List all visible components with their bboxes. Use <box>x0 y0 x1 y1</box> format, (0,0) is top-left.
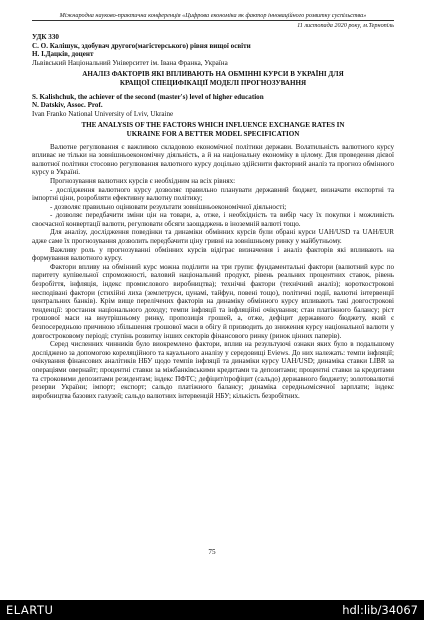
ua-title-line-1: АНАЛІЗ ФАКТОРІВ ЯКІ ВПЛИВАЮТЬ НА ОБМІННІ КУРСИ В УКРАЇНІ ДЛЯ <box>82 70 344 79</box>
en-author-1: S. Kalishchuk, the achiever of the second (master's) level of higher education <box>32 92 264 101</box>
en-title-line-2: UKRAINE FOR A BETTER MODEL SPECIFICATION <box>126 129 300 138</box>
page-number: 75 <box>208 548 216 556</box>
page-content <box>32 12 394 400</box>
ua-title <box>32 70 394 87</box>
en-title <box>32 121 394 138</box>
handle-id: hdl:lib/34067 <box>342 603 418 617</box>
body-paragraph-6: Серед численних чинників було виокремлено фактори, вплив на результуючі ознаки яких було в подальшому досліджено за допомогою кореляційного та кауального аналізу у середовищі Eviews. До них належать: темпи інфляції; очікування фінансових аналітиків НБУ щодо темпів інфляції та динаміки курсу UAH/USD; динаміка ставки LIBR за операціями овернайт; процентні ставки за міжбанківськими кредитами та депозитами; процентні ставки за кредитами та строковими депозитами резидентам; індекс ПФТС; дефіцит/профіцит (сальдо) державного бюджету; золотовалютні резерви України; імпорт; експорт; сальдо платіжного балансу; динаміка середньомісячної зарплати; індекс виробництва базових галузей; сальдо валютних інтервенцій НБУ; кількість безробітних. <box>32 340 394 400</box>
ua-title-line-2: КРАЩОЇ СПЕЦИФІКАЦІЇ МОДЕЛІ ПРОГНОЗУВАННЯ <box>119 78 307 87</box>
running-header-conference: Міжнародна науково-практична конференція «Цифрова економіка як фактор інноваційного розвитку суспільства» <box>59 12 367 19</box>
body-paragraph-4: Важливу роль у прогнозуванні обмінних курсів відіграє визначення і аналіз факторів які впливають на формування валютного курсу. <box>32 245 394 263</box>
ua-meta <box>32 33 394 67</box>
repository-bar <box>0 600 424 620</box>
list-item-2: - дозволяє правильно оцінювати результати зовнішньоекономічної діяльності; <box>50 202 287 211</box>
list-item-1: - дослідження валютного курсу дозволяє правильно планувати державний бюджет, визначати експортні та імпортні ціни, розробляти ефективну валютну політику; <box>32 185 394 203</box>
en-title-line-1: THE ANALYSIS OF THE FACTORS WHICH INFLUENCE EXCHANGE RATES IN <box>81 121 345 130</box>
body-paragraph-2: Прогнозування валютних курсів є необхідним на всіх рівнях: <box>50 176 236 185</box>
en-meta <box>32 93 394 119</box>
list-item-3: - дозволяє передбачити зміни цін на товари, а, отже, і необхідність та вибір часу їх покупки і можливість своєчасної конвертації валюти, регулювати обсяги заощаджень в іноземній валюті тощо. <box>32 211 394 228</box>
repository-name: ELARTU <box>6 603 54 617</box>
header-rule <box>32 20 394 21</box>
en-university: Ivan Franko National University of Lviv, Ukraine <box>32 109 174 118</box>
udc-code: УДК 330 <box>32 33 59 41</box>
body-paragraph-3: Для аналізу, дослідження поведінки та динаміки обмінних курсів були обрані курси UAH/USD та UAH/EUR адже саме їх прогнозування дозволить передбачити ціну гривні на зовнішньому ринку у майбутньому. <box>32 228 394 246</box>
ua-author-1: С. О. Калішук, здобувач другого(магістерського) рівня вищої освіти <box>32 41 251 50</box>
en-author-2: N. Datskiv, Assoc. Prof. <box>32 101 103 110</box>
body-paragraph-1: Валютне регулювання є важливою складовою економічної політики держави. Волатильність валютного курсу впливає не тільки на зовнішньоекономічну діяльність, а й на національну економіку в цілому. Для проведення дієвої валютної політики стосовно регулювання валютного курсу доцільно здійснити факторний аналіз та прогноз обмінного курсу в Україні. <box>32 142 394 177</box>
ua-author-2: Н. І.Дацків, доцент <box>32 50 94 59</box>
body-paragraph-5: Фактори впливу на обмінний курс можна поділити на три групи: фундаментальні фактори (валютний курс по паритету купівельної спроможності, валовий національний продукт, рівень реальних процентних ставок, рівень безробіття, інфляція, індекс промислового виробництва); технічні фактори (технічний аналіз); короткострокові несподівані фактори (стихійні лиха (землетруси, цунамі, тайфун, повені тощо), політичні події, валютні інтервенції центральних банків). Крім вище перелічених факторів на динаміку обмінного курсу впливають такі довгострокові тенденції: зростання національного доходу; темпи інфляції та інфляційні очікування; стан платіжного балансу; ріст грошової маси на внутрішньому ринку, пропозиція грошей, а, отже, дефіцит державного бюджету, який є безпосередньою причиною збільшення грошової маси в обігу й призводить до зниження курсу національної валюти у довгостроковому періоді; ступінь розвитку інших секторів фінансового ринку (ринок цінних паперів). <box>32 262 394 340</box>
running-header-date: 11 листопада 2020 року, м.Тернопіль <box>297 22 394 29</box>
ua-university: Львівський Національний Університет ім. Івана Франка, Україна <box>32 58 228 67</box>
